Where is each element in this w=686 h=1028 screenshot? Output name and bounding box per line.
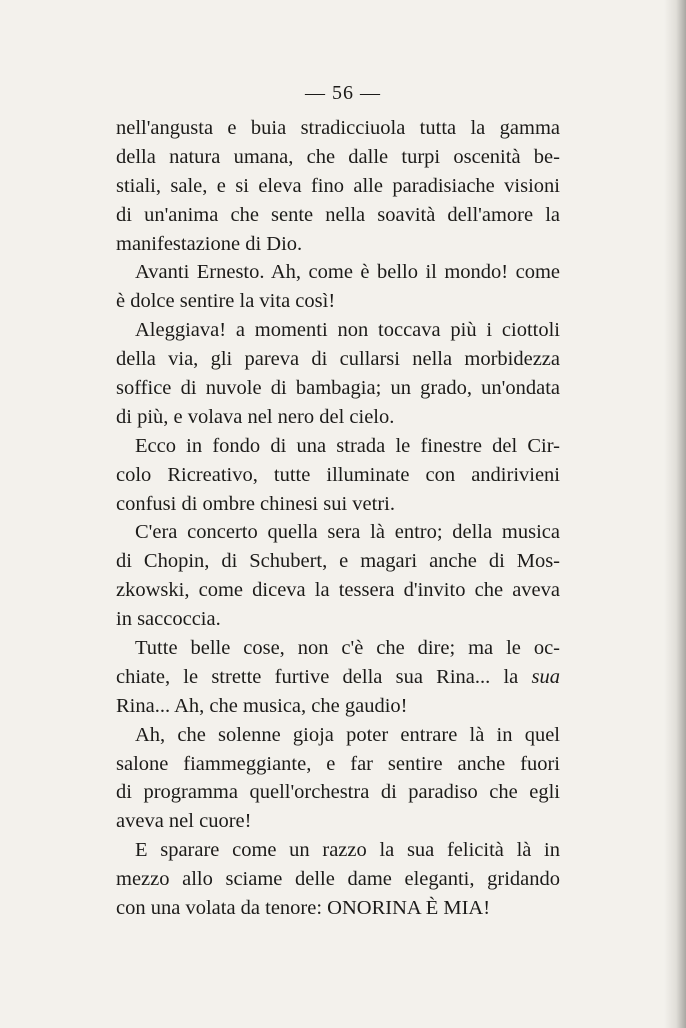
- text-line: stiali, sale, e si eleva fino alle paradisiache visioni: [116, 174, 560, 197]
- paragraph-4: [116, 432, 560, 519]
- text-line: manifestazione di Dio.: [116, 232, 303, 255]
- text-line: salone fiammeggiante, e far sentire anche fuori: [116, 752, 560, 775]
- paragraph-1: [116, 114, 560, 258]
- text-line: E sparare come un razzo la sua felicità là in: [135, 839, 560, 862]
- page-number: — 56 —: [305, 82, 381, 104]
- text-line: Avanti Ernesto. Ah, come è bello il mondo! come: [135, 261, 560, 284]
- text-line: di Chopin, di Schubert, e magari anche di Mos-: [116, 550, 560, 573]
- body-text: [116, 114, 560, 923]
- page-edge-shadow: [664, 0, 686, 1028]
- text-line: è dolce sentire la vita così!: [116, 290, 336, 313]
- paragraph-6: [116, 634, 560, 721]
- paragraph-5: [116, 518, 560, 634]
- text-line: soffice di nuvole di bambagia; un grado, un'ondata: [116, 377, 560, 400]
- text-span: chiate, le strette furtive della sua Rina... la: [116, 665, 519, 688]
- text-line: zkowski, come diceva la tessera d'invito che aveva: [116, 579, 560, 602]
- text-line: mezzo allo sciame delle dame eleganti, gridando: [116, 868, 560, 891]
- text-line: in saccoccia.: [116, 608, 221, 631]
- text-line: nell'angusta e buia stradicciuola tutta la gamma: [116, 117, 560, 139]
- text-line: di più, e volava nel nero del cielo.: [116, 405, 395, 428]
- text-line: Aleggiava! a momenti non toccava più i ciottoli: [135, 319, 560, 342]
- text-line: C'era concerto quella sera là entro; della musica: [135, 521, 560, 544]
- text-line: della via, gli pareva di cullarsi nella morbidezza: [116, 348, 560, 371]
- text-line: Rina... Ah, che musica, che gaudio!: [116, 694, 408, 717]
- text-line: confusi di ombre chinesi sui vetri.: [116, 492, 395, 515]
- paragraph-2: [116, 258, 560, 316]
- italic-word: sua: [531, 665, 560, 688]
- text-line: colo Ricreativo, tutte illuminate con andirivieni: [116, 463, 560, 486]
- text-line: con una volata da tenore: ONORINA È MIA!: [116, 897, 491, 920]
- paragraph-3: [116, 316, 560, 432]
- text-line: di un'anima che sente nella soavità dell'amore la: [116, 203, 560, 226]
- text-line: di programma quell'orchestra di paradiso che egli: [116, 781, 560, 804]
- text-line: Ah, che solenne gioja poter entrare là in quel: [135, 723, 560, 746]
- text-line: della natura umana, che dalle turpi oscenità be-: [116, 145, 560, 168]
- paragraph-7: [116, 721, 560, 837]
- paragraph-8: [116, 836, 560, 923]
- text-line: Tutte belle cose, non c'è che dire; ma le oc-: [135, 637, 560, 660]
- text-line-with-italic: [116, 663, 560, 692]
- text-line: aveva nel cuore!: [116, 810, 252, 833]
- text-line: Ecco in fondo di una strada le finestre del Cir-: [135, 434, 560, 457]
